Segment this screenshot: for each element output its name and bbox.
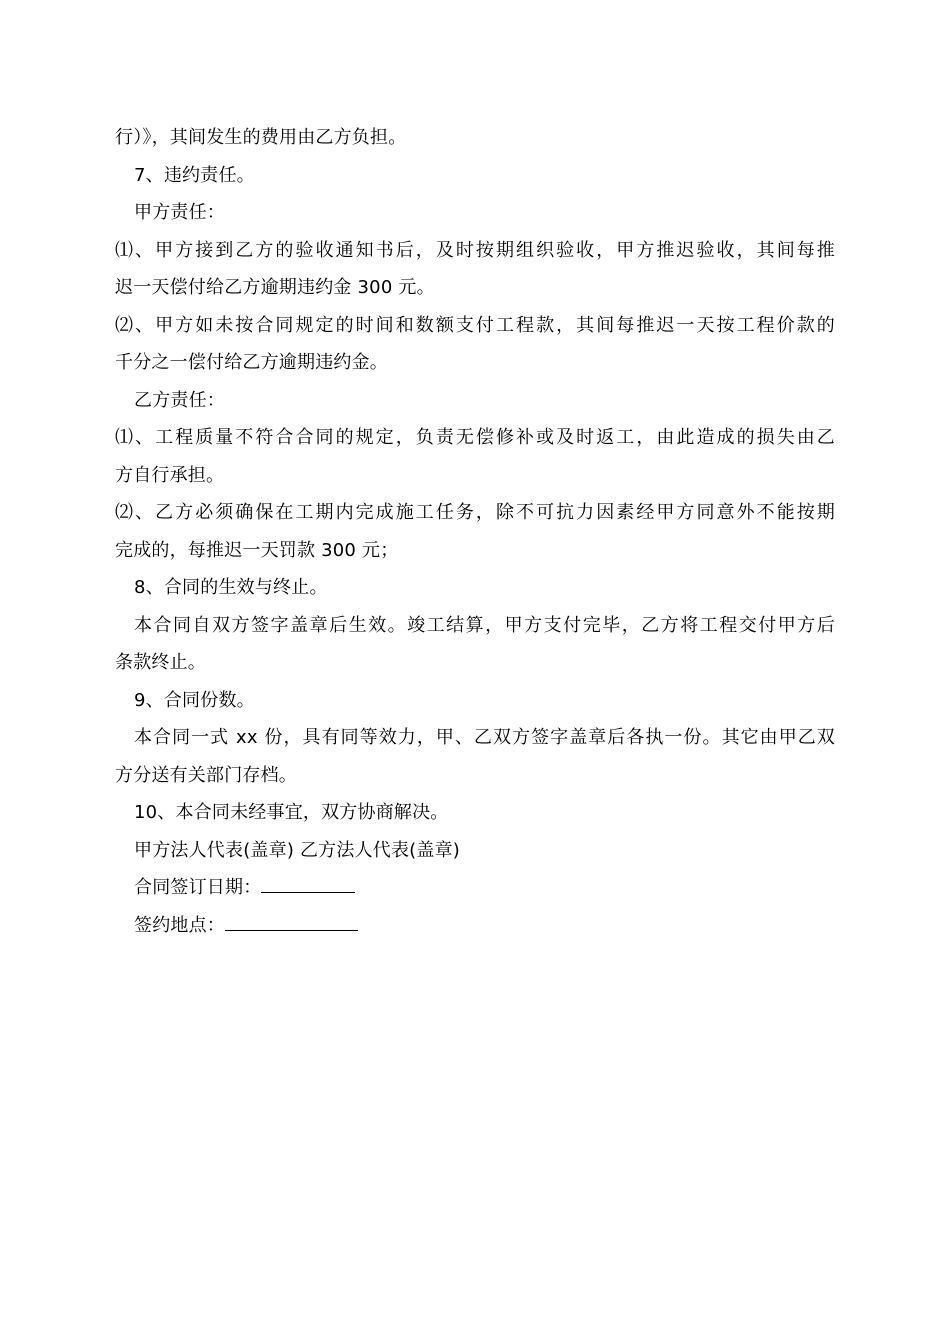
party-a-item-1: ⑴、甲方接到乙方的验收通知书后，及时按期组织验收，甲方推迟验收，其间每推 (115, 239, 835, 261)
party-b-liability-heading: 乙方责任： (134, 389, 225, 411)
signature-line: 甲方法人代表(盖章) 乙方法人代表(盖章) (134, 839, 461, 861)
party-b-item-2-cont: 完成的，每推迟一天罚款 300 元； (115, 539, 399, 561)
effect-paragraph-cont: 条款终止。 (115, 652, 206, 673)
paragraph-continuation: 行）》，其间发生的费用由乙方负担。 (115, 127, 407, 148)
party-a-item-2-cont: 千分之一偿付给乙方逾期违约金。 (115, 352, 388, 373)
signing-place-label: 签约地点： (134, 914, 225, 936)
party-a-liability-heading: 甲方责任： (134, 202, 225, 223)
signing-date-blank[interactable] (261, 874, 355, 893)
signing-date-row (115, 869, 835, 907)
party-b-item-1-cont: 方自行承担。 (115, 464, 225, 486)
party-b-item-1: ⑴、工程质量不符合合同的规定，负责无偿修补或及时返工，由此造成的损失由乙 (115, 427, 835, 448)
signing-place-blank[interactable] (225, 912, 358, 931)
signing-date-label: 合同签订日期： (134, 877, 262, 898)
copies-paragraph: 本合同一式 xx 份，具有同等效力，甲、乙双方签字盖章后各执一份。其它由甲乙双 (134, 727, 835, 748)
party-a-item-2: ⑵、甲方如未按合同规定的时间和数额支付工程款，其间每推迟一天按工程价款的 (115, 314, 835, 336)
copies-paragraph-cont: 方分送有关部门存档。 (115, 764, 297, 786)
clause-heading-breach: 7、违约责任。 (134, 164, 255, 186)
signing-place-row (115, 907, 835, 945)
clause-heading-copies: 9、合同份数。 (134, 689, 255, 711)
clause-heading-effect: 8、合同的生效与终止。 (134, 577, 328, 598)
party-a-item-1-cont: 迟一天偿付给乙方逾期违约金 300 元。 (115, 277, 435, 298)
clause-misc: 10、本合同未经事宜，双方协商解决。 (134, 802, 449, 823)
contract-body (115, 119, 835, 944)
effect-paragraph: 本合同自双方签字盖章后生效。竣工结算，甲方支付完毕，乙方将工程交付甲方后 (134, 614, 835, 636)
party-b-item-2: ⑵、乙方必须确保在工期内完成施工任务，除不可抗力因素经甲方同意外不能按期 (115, 502, 835, 523)
